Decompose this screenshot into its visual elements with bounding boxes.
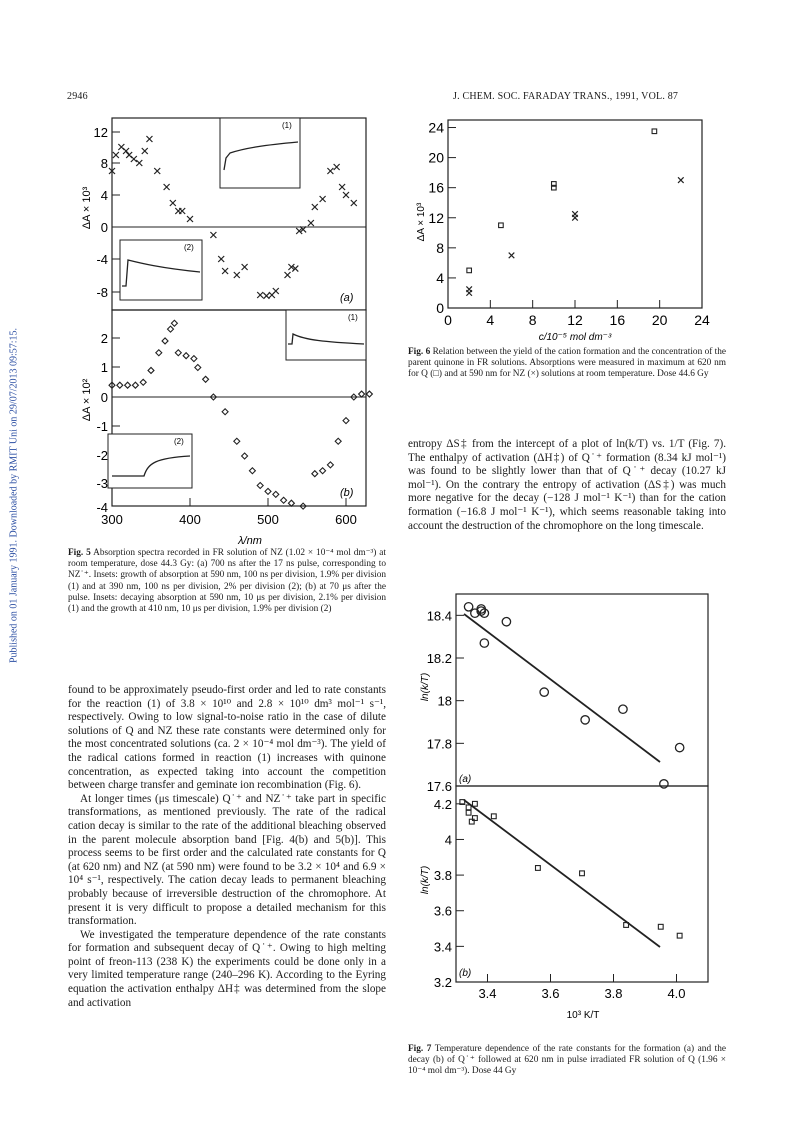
fig5b-inset2-label: (2): [174, 437, 184, 446]
fig5b-ytick: -4: [96, 500, 108, 515]
fig7-xtick: 3.8: [604, 986, 623, 1001]
fig5a-point: [234, 272, 240, 278]
fig5-xlabel: λ/nm: [238, 535, 262, 547]
fig5b-ytick: 1: [100, 360, 108, 375]
fig5a-inset2: [120, 240, 202, 300]
fig6-xtick: 0: [444, 312, 452, 328]
fig7b-panel-label: (b): [459, 968, 472, 979]
fig5-chart: [60, 108, 390, 558]
fig5a-point: [343, 192, 349, 198]
fig6-xtick: 12: [567, 312, 583, 328]
fig5b-point: [183, 353, 189, 359]
fig5b-point: [359, 391, 365, 397]
fig5-caption-text: Absorption spectra recorded in FR solution of NZ (1.02 × 10⁻⁴ mol dm⁻³) at room temperature, dose 44.3 Gy: (a) 700 ns after the 17 ns pulse, corresponding to NZ˙⁺. Insets: growth of absorption at 590 nm, 100 ns per division, 1.9% per division (1) and at 390 nm, 100 ns per division, 2% per division (2); (b) at 70 μs after the pulse. Insets: decaying absorption at 590 nm, 10 μs per division, 2.1% per division (1) and the growth at 410 nm, 10 μs per division, 1.9% per division (2): [68, 548, 387, 615]
fig7a-point: [502, 618, 510, 626]
fig5a-point: [164, 184, 170, 190]
fig7-caption: [408, 1044, 726, 1078]
fig5b-point: [273, 491, 279, 497]
fig5b-ytick: -2: [96, 448, 108, 463]
fig7b-fit-line: [464, 800, 660, 947]
fig7b-point: [677, 933, 682, 938]
fig7-xtick: 3.6: [541, 986, 560, 1001]
fig6-nz-point: [509, 253, 515, 259]
fig5b-point: [327, 462, 333, 468]
fig5a-inset2-label: (2): [184, 243, 194, 252]
fig7a-panel-label: (a): [459, 774, 472, 785]
fig5b-point: [168, 326, 174, 332]
fig7b-point: [491, 814, 496, 819]
fig7-xtick: 3.4: [478, 986, 497, 1001]
fig7-xtick: 4.0: [667, 986, 686, 1001]
fig6-nz-point: [466, 290, 472, 296]
fig5a-ytick: 8: [100, 156, 108, 171]
fig5a-point: [308, 220, 314, 226]
fig5a-ytick: 4: [100, 188, 108, 203]
fig5b-point: [312, 471, 318, 477]
fig5b-point: [249, 468, 255, 474]
fig5b-point: [288, 500, 294, 506]
right-column-text: [408, 438, 726, 533]
fig6-xtick: 24: [694, 312, 710, 328]
fig5a-point: [218, 256, 224, 262]
fig7a-point: [660, 780, 668, 788]
fig5-xticks: [101, 498, 357, 527]
left-paragraph: found to be approximately pseudo-first order and led to rate constants for the reaction (1) of 3.8 × 10¹⁰ and 2.8 × 10¹⁰ dm³ mol⁻¹ s⁻¹, respectively. Owing to low signal-to-noise ratio in the case of dilute solutions of Q and NZ these rate constants were determined only for the most concentrated solutions (ca. 2 × 10⁻⁴ mol dm⁻³). The yield of the radical cations formed in reaction (1) increases with quinone concentration, as expected taking into account the competition between charge transfer and geminate ion recombination (Fig. 6).: [68, 684, 386, 792]
fig6-nz-point: [572, 211, 578, 217]
fig5-caption-label: Fig. 5: [68, 548, 91, 558]
fig7b-ytick: 4: [444, 832, 452, 848]
fig5b-point: [335, 438, 341, 444]
download-watermark: Published on 01 January 1991. Downloaded by RMIT Uni on 29/07/2013 09:57:15.: [8, 327, 20, 664]
fig5b-point: [191, 356, 197, 362]
fig6-xtick: 16: [609, 312, 626, 328]
fig5a-ytick: 12: [93, 125, 108, 140]
fig5a-point: [146, 136, 152, 142]
left-paragraph: We investigated the temperature dependence of the rate constants for formation and subsequent decay of Q˙⁺. Owing to high melting point of freon-113 (238 K) the experiments could be done only in a very limited temperature range (240–296 K). According to the Eyring equation the activation enthalpy ΔH‡ was determined from the slope and activation: [68, 928, 386, 1009]
fig5b-point: [366, 391, 372, 397]
fig5b-point: [265, 488, 271, 494]
fig5b-point: [132, 382, 138, 388]
fig7b-point: [473, 801, 478, 806]
fig7b-ytick: 4.2: [433, 796, 452, 812]
fig7a-point: [480, 639, 488, 647]
fig5b-point: [117, 382, 123, 388]
fig6-ytick: 20: [428, 149, 444, 166]
fig5a-point: [334, 164, 340, 170]
fig6-nz-point: [678, 177, 684, 183]
fig5b-ytick: -3: [96, 476, 108, 491]
fig7b-ytick: 3.4: [433, 939, 452, 955]
fig5-caption: [68, 548, 386, 615]
fig6-ytick: 16: [428, 179, 444, 196]
fig7-chart: [408, 592, 720, 1032]
fig7a-ytick: 18.2: [426, 651, 452, 666]
fig7a-ytick: 18.4: [426, 608, 452, 624]
fig7a-ytick: 17.8: [426, 736, 452, 752]
fig5b-point: [320, 468, 326, 474]
fig7a-ytick: 18: [437, 693, 452, 709]
fig5a-panel-label: (a): [340, 292, 354, 304]
page-number: 2946: [67, 91, 88, 102]
fig7b-point: [536, 866, 541, 871]
fig6-ytick: 8: [436, 239, 444, 256]
fig5b-point: [175, 350, 181, 356]
fig5a-point: [242, 264, 248, 270]
fig5b-point: [234, 438, 240, 444]
fig5a-inset1-label: (1): [282, 121, 292, 130]
fig7b-point: [658, 924, 663, 929]
fig5a-point: [131, 156, 137, 162]
fig5b-point: [156, 350, 162, 356]
fig5a-ylabel: ΔA × 10³: [81, 186, 93, 230]
fig6-caption: [408, 347, 726, 381]
fig5-xtick: 600: [335, 512, 357, 527]
fig5b-point: [148, 367, 154, 373]
fig6-ytick: 24: [428, 119, 444, 136]
fig6-ytick: 0: [436, 300, 444, 316]
fig7b-ytick: 3.2: [433, 975, 452, 990]
fig5b-point: [162, 338, 168, 344]
fig7b-frame: [456, 786, 708, 982]
fig7a-ylabel: ln(k/T): [420, 672, 431, 702]
fig5a-point: [327, 168, 333, 174]
fig5a-point: [170, 200, 176, 206]
fig5a-point: [123, 148, 129, 154]
fig5b-ytick: 2: [100, 331, 108, 346]
fig7a-ytick: 17.6: [426, 779, 452, 794]
fig5a-point: [113, 152, 119, 158]
fig5a-point: [142, 148, 148, 154]
fig5a-point: [285, 272, 291, 278]
fig7-caption-text: Temperature dependence of the rate constants for the formation (a) and the decay (b) of Q˙⁺ followed at 620 nm in pulse irradiated FR solution of Q (1.96 × 10⁻⁴ mol dm⁻³). Dose 44 Gy: [408, 1044, 726, 1077]
fig5a-point: [257, 292, 263, 298]
fig5a-point: [339, 184, 345, 190]
fig5a-point: [320, 196, 326, 202]
fig5a-ytick: -8: [96, 285, 108, 300]
right-paragraph: entropy ΔS‡ from the intercept of a plot of ln(k/T) vs. 1/T (Fig. 7). The enthalpy of activation (ΔH‡) of Q˙⁺ formation (8.34 kJ mol⁻¹) was found to be slightly lower than that of Q˙⁺ decay (10.27 kJ mol⁻¹). On the contrary the entropy of activation (ΔS‡) was much more negative for the decay (−128 J mol⁻¹ K⁻¹) than for the cation formation (−16.8 J mol⁻¹ K⁻¹), which seems reasonable taking into account the destruction of the chromophore on the long timescale.: [408, 438, 726, 532]
fig5b-ylabel: ΔA × 10²: [81, 378, 93, 422]
fig5a-yticks: [94, 125, 120, 300]
left-column-text: [68, 684, 386, 1010]
fig5b-point: [343, 418, 349, 424]
fig5b-point: [125, 382, 131, 388]
left-paragraph: At longer times (μs timescale) Q˙⁺ and NZ˙⁺ take part in specific transformations, as mentioned previously. The rate of the radical cation decay is similar to the rate of the additional bleaching observed in the parent molecule absorption band [Fig. 4(b) and 5(b)]. This process seems to be first order and the calculated rate constants for Q (at 620 nm) and NZ (at 590 nm) were found to be 3.2 × 10⁴ and 6.9 × 10⁴ s⁻¹, respectively. The cation decay leads to permanent bleaching probably because of irreversible destruction of the chromophore. At present it is very difficult to propose a detailed mechanism for this transformation.: [68, 792, 386, 928]
fig6-xtick: 4: [486, 312, 495, 328]
fig7b-ytick: 3.8: [433, 868, 452, 884]
journal-header: J. CHEM. SOC. FARADAY TRANS., 1991, VOL. 87: [453, 91, 679, 102]
fig5a-point: [263, 293, 269, 299]
fig6-ylabel: ΔA × 10³: [416, 202, 427, 242]
fig5-xtick: 400: [179, 512, 201, 527]
fig6-q-point: [652, 129, 657, 134]
fig7b-ylabel: ln(k/T): [420, 865, 431, 895]
fig6-q-point: [499, 223, 504, 228]
fig5b-inset2: [108, 434, 192, 488]
fig7-xlabel: 10³ K/T: [566, 1010, 600, 1021]
fig5b-point: [222, 409, 228, 415]
fig7a-point: [540, 688, 548, 696]
fig6-xlabel: c/10⁻⁵ mol dm⁻³: [538, 332, 612, 342]
fig7b-ytick: 3.6: [433, 903, 452, 919]
fig5a-point: [136, 160, 142, 166]
fig7-caption-label: Fig. 7: [408, 1044, 432, 1054]
fig5b-inset1: [286, 310, 366, 360]
fig7a-point: [581, 716, 589, 724]
fig5a-ytick: 0: [100, 220, 108, 235]
fig7a-fit-line: [464, 614, 660, 762]
fig5b-ytick: -1: [96, 419, 108, 434]
fig5a-point: [351, 200, 357, 206]
fig5b-inset1-label: (1): [348, 313, 358, 322]
fig5a-point: [273, 288, 279, 294]
fig5b-point: [203, 376, 209, 382]
fig5b-point: [140, 379, 146, 385]
fig7b-point: [580, 871, 585, 876]
fig5a-point: [154, 168, 160, 174]
fig5-xtick: 300: [101, 512, 123, 527]
fig5a-point: [210, 232, 216, 238]
fig5b-point: [171, 320, 177, 326]
fig5b-point: [242, 453, 248, 459]
fig6-ytick: 12: [428, 209, 444, 226]
fig6-xtick: 8: [528, 312, 537, 328]
fig5b-ytick: 0: [100, 390, 108, 405]
fig5a-ytick: -4: [96, 252, 108, 267]
fig5b-point: [257, 483, 263, 489]
fig6-q-point: [467, 268, 472, 273]
fig6-ytick: 4: [436, 269, 444, 286]
fig5a-point: [187, 216, 193, 222]
fig5b-point: [195, 365, 201, 371]
fig5a-point: [312, 204, 318, 210]
fig7b-point: [466, 810, 471, 815]
fig7a-point: [619, 705, 627, 713]
fig6-caption-label: Fig. 6: [408, 347, 431, 357]
fig5b-panel-label: (b): [340, 487, 354, 499]
fig7a-point: [675, 743, 683, 751]
fig6-caption-text: Relation between the yield of the cation formation and the concentration of the parent quinone in FR solutions. Absorptions were measured in maximum at 620 nm for Q (□) and at 590 nm for NZ (×) solutions at room temperature. Dose 44.6 Gy: [408, 347, 727, 380]
fig5-xtick: 500: [257, 512, 279, 527]
fig5b-point: [281, 497, 287, 503]
fig5a-point: [222, 268, 228, 274]
fig5a-inset1: [220, 118, 300, 188]
fig7a-frame: [456, 594, 708, 786]
fig6-xtick: 20: [651, 312, 668, 328]
fig5a-point: [179, 208, 185, 214]
fig6-chart: [410, 112, 710, 342]
